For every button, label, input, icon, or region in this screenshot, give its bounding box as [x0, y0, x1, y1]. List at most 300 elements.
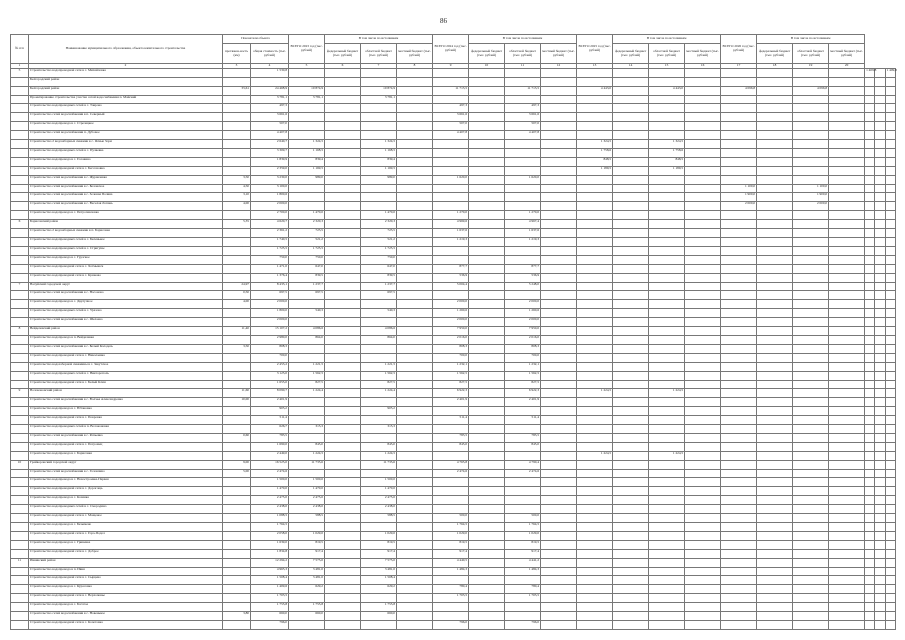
row-amount: 2 016,0: [505, 335, 541, 344]
row-amount: 819,5: [433, 540, 469, 549]
row-amount: 1 470,0: [289, 487, 325, 496]
row-object-name: Строительство водопроводной сети в с. Хотмыжск: [29, 264, 223, 273]
row-amount: [875, 549, 885, 558]
row-amount: [613, 407, 649, 416]
row-amount: [793, 309, 829, 318]
row-amount: [469, 131, 505, 140]
row-index: [11, 273, 29, 282]
row-amount: [325, 291, 361, 300]
row-amount: [875, 335, 885, 344]
row-index: [11, 362, 29, 371]
row-amount: [875, 487, 885, 496]
row-amount: 1 224,5: [649, 451, 685, 460]
table-row: [11, 211, 896, 220]
row-amount: [793, 612, 829, 621]
row-amount: [397, 496, 433, 505]
row-amount: 877,7: [505, 264, 541, 273]
row-amount: [865, 540, 875, 549]
row-amount: [685, 612, 721, 621]
row-amount: 1 224,5: [289, 451, 325, 460]
row-amount: [397, 416, 433, 425]
row-amount: [875, 175, 885, 184]
row-length: 5,35: [223, 220, 251, 229]
row-amount: 1 260,6: [433, 309, 469, 318]
row-amount: [829, 416, 865, 425]
row-amount: [469, 353, 505, 362]
header-loc: местный бюджет (тыс. рублей): [685, 44, 721, 64]
row-amount: [541, 487, 577, 496]
row-amount: [793, 478, 829, 487]
row-amount: 315,3: [361, 425, 397, 434]
row-amount: [865, 371, 875, 380]
row-amount: [433, 184, 469, 193]
row-amount: [469, 496, 505, 505]
row-object-name: Строительство сетей водоснабжения в с. Белый Колодезь: [29, 344, 223, 353]
row-amount: 783,5: [433, 433, 469, 442]
row-amount: [325, 148, 361, 157]
row-total-cost: 808,3: [251, 344, 289, 353]
row-index: [11, 238, 29, 247]
row-amount: [865, 603, 875, 612]
row-amount: [685, 620, 721, 629]
row-amount: [875, 362, 885, 371]
row-amount: 2 016,0: [433, 335, 469, 344]
row-amount: [829, 300, 865, 309]
row-amount: [829, 487, 865, 496]
row-amount: 629,2: [361, 585, 397, 594]
row-object-name: Строительство водопровода в с. Козинка: [29, 496, 223, 505]
row-amount: [685, 86, 721, 95]
row-amount: 7 950,0: [505, 327, 541, 336]
row-amount: [577, 567, 613, 576]
row-amount: [721, 523, 757, 532]
row-amount: [577, 95, 613, 104]
row-amount: [541, 193, 577, 202]
row-total-cost: 24 468,9: [251, 86, 289, 95]
row-amount: 7 575,0: [361, 558, 397, 567]
row-length: 11,40: [223, 327, 251, 336]
row-amount: [721, 291, 757, 300]
row-amount: [685, 558, 721, 567]
table-row: [11, 603, 896, 612]
table-row: [11, 425, 896, 434]
row-amount: [469, 540, 505, 549]
row-amount: [721, 514, 757, 523]
row-index: [11, 496, 29, 505]
row-amount: [829, 362, 865, 371]
row-object-name: Строительство водопровода в с. Двулучное: [29, 300, 223, 309]
row-amount: [469, 335, 505, 344]
row-amount: [397, 478, 433, 487]
row-amount: 796,0: [433, 620, 469, 629]
row-amount: [885, 122, 895, 131]
row-total-cost: 750,0: [251, 255, 289, 264]
row-amount: [541, 140, 577, 149]
row-amount: [865, 335, 875, 344]
column-number: 4: [251, 64, 289, 69]
row-amount: [649, 576, 685, 585]
row-length: 4,50: [223, 184, 251, 193]
row-amount: [433, 255, 469, 264]
row-amount: [685, 389, 721, 398]
row-length: [223, 113, 251, 122]
row-amount: [325, 104, 361, 113]
row-amount: [875, 220, 885, 229]
row-amount: [721, 166, 757, 175]
row-index: [11, 335, 29, 344]
row-amount: 6 922,3: [505, 389, 541, 398]
row-amount: [397, 335, 433, 344]
row-amount: [289, 353, 325, 362]
row-total-cost: 497,3: [251, 104, 289, 113]
row-amount: [325, 77, 361, 86]
row-object-name: Строительство сетей водоснабжения в с. Головчино: [29, 469, 223, 478]
row-length: 4,00: [223, 300, 251, 309]
row-amount: [685, 496, 721, 505]
row-amount: [325, 416, 361, 425]
row-index: [11, 371, 29, 380]
row-amount: 1 224,4: [289, 389, 325, 398]
row-index: [11, 451, 29, 460]
row-amount: [649, 344, 685, 353]
row-amount: 1 755,8: [361, 603, 397, 612]
row-amount: [757, 175, 793, 184]
row-amount: [829, 318, 865, 327]
row-object-name: Строительство водопровода в п. Ивня: [29, 567, 223, 576]
row-amount: [541, 496, 577, 505]
row-amount: [865, 327, 875, 336]
row-amount: 4 407,8: [433, 131, 469, 140]
row-object-name: Строительство сетей водоснабжения в п. Северный: [29, 113, 223, 122]
row-amount: [829, 567, 865, 576]
row-amount: 2 475,0: [289, 496, 325, 505]
row-amount: [721, 220, 757, 229]
row-amount: [469, 478, 505, 487]
row-index: [11, 255, 29, 264]
row-amount: [721, 309, 757, 318]
row-total-cost: 783,5: [251, 433, 289, 442]
table-row: [11, 433, 896, 442]
row-amount: [829, 282, 865, 291]
header-2026-sources: В том числе по источникам: [757, 35, 865, 44]
row-amount: 845,0: [289, 442, 325, 451]
row-amount: [577, 531, 613, 540]
row-amount: [885, 612, 895, 621]
header-loc: местный бюджет (тыс. рублей): [829, 44, 865, 64]
row-amount: [541, 95, 577, 104]
row-amount: 1 758,6: [649, 148, 685, 157]
row-amount: [793, 398, 829, 407]
row-amount: [875, 540, 885, 549]
row-amount: [649, 264, 685, 273]
row-index: [11, 398, 29, 407]
row-amount: [885, 193, 895, 202]
row-amount: [541, 531, 577, 540]
row-amount: [325, 442, 361, 451]
row-amount: 1 168,5: [289, 148, 325, 157]
row-amount: [793, 77, 829, 86]
row-total-cost: 626,7: [251, 425, 289, 434]
row-amount: [885, 238, 895, 247]
row-amount: [875, 389, 885, 398]
row-amount: [577, 335, 613, 344]
row-amount: [577, 460, 613, 469]
row-amount: [757, 131, 793, 140]
row-amount: [885, 255, 895, 264]
row-amount: [325, 211, 361, 220]
row-amount: [325, 122, 361, 131]
row-amount: [685, 300, 721, 309]
row-amount: 839,4: [361, 157, 397, 166]
row-amount: [721, 140, 757, 149]
row-amount: [885, 451, 895, 460]
row-amount: [469, 469, 505, 478]
row-index: 5: [11, 68, 29, 77]
row-amount: [541, 540, 577, 549]
row-amount: 4 790,4: [505, 460, 541, 469]
row-amount: 511,4: [433, 416, 469, 425]
row-amount: [289, 398, 325, 407]
row-amount: 11 735,6: [361, 460, 397, 469]
row-amount: [397, 567, 433, 576]
row-amount: [613, 558, 649, 567]
row-amount: 4 096,8: [721, 86, 757, 95]
row-amount: [613, 77, 649, 86]
row-amount: [541, 523, 577, 532]
row-amount: [875, 496, 885, 505]
row-length: [223, 273, 251, 282]
row-amount: [613, 148, 649, 157]
row-amount: [757, 371, 793, 380]
header-length: протяжен-ность (км): [223, 44, 251, 64]
row-amount: [397, 380, 433, 389]
row-amount: [469, 211, 505, 220]
row-amount: [325, 433, 361, 442]
column-number: 7: [361, 64, 397, 69]
row-amount: [469, 487, 505, 496]
row-amount: [865, 238, 875, 247]
row-amount: [757, 549, 793, 558]
row-amount: [649, 612, 685, 621]
table-row: [11, 585, 896, 594]
row-amount: [325, 487, 361, 496]
row-length: [223, 442, 251, 451]
row-amount: 1 725,5: [289, 246, 325, 255]
row-amount: [577, 469, 613, 478]
row-amount: [613, 585, 649, 594]
row-amount: 839,4: [289, 157, 325, 166]
row-amount: [577, 416, 613, 425]
row-amount: 1 470,0: [289, 211, 325, 220]
row-amount: [793, 353, 829, 362]
row-amount: 3 481,0: [289, 567, 325, 576]
row-amount: 1 508,4: [361, 576, 397, 585]
row-amount: [757, 104, 793, 113]
row-amount: [829, 478, 865, 487]
row-amount: [613, 193, 649, 202]
row-amount: [577, 620, 613, 629]
row-amount: [469, 122, 505, 131]
row-amount: [433, 246, 469, 255]
table-row: [11, 86, 896, 95]
row-index: [11, 487, 29, 496]
row-amount: [757, 220, 793, 229]
header-reg: областной бюджет (тыс. рублей): [649, 44, 685, 64]
row-amount: [875, 371, 885, 380]
row-amount: [469, 238, 505, 247]
row-total-cost: 3 100,0: [251, 184, 289, 193]
row-amount: [793, 451, 829, 460]
row-amount: [541, 558, 577, 567]
row-amount: [829, 389, 865, 398]
row-amount: [505, 148, 541, 157]
row-amount: [721, 122, 757, 131]
row-amount: 4 969,6: [433, 220, 469, 229]
row-amount: 1 470,0: [361, 487, 397, 496]
row-amount: [469, 300, 505, 309]
row-amount: [325, 282, 361, 291]
row-amount: [505, 496, 541, 505]
row-amount: [829, 291, 865, 300]
row-object-name: Строительство водопроводных сетей в с. Таврово: [29, 104, 223, 113]
row-amount: [885, 104, 895, 113]
row-amount: [613, 246, 649, 255]
row-amount: [433, 166, 469, 175]
row-amount: [757, 540, 793, 549]
row-object-name: Вейделевский район: [29, 327, 223, 336]
row-amount: [885, 496, 895, 505]
row-total-cost: 1 508,4: [251, 576, 289, 585]
row-amount: [325, 549, 361, 558]
row-amount: [649, 505, 685, 514]
row-amount: [757, 407, 793, 416]
row-amount: [793, 576, 829, 585]
row-amount: [721, 460, 757, 469]
row-amount: [865, 558, 875, 567]
row-amount: [685, 148, 721, 157]
row-amount: [289, 104, 325, 113]
row-amount: [685, 505, 721, 514]
row-amount: [469, 229, 505, 238]
row-amount: [829, 344, 865, 353]
row-amount: 845,0: [361, 442, 397, 451]
row-amount: [613, 238, 649, 247]
row-total-cost: 4 407,8: [251, 131, 289, 140]
row-amount: 1 189,5: [577, 166, 613, 175]
row-amount: [433, 140, 469, 149]
header-fed: федеральный бюджет (тыс. рублей): [469, 44, 505, 64]
row-amount: [721, 318, 757, 327]
row-amount: [325, 327, 361, 336]
row-total-cost: 1 690,0: [251, 442, 289, 451]
row-amount: [885, 273, 895, 282]
row-amount: [685, 523, 721, 532]
row-amount: [721, 531, 757, 540]
row-amount: [721, 300, 757, 309]
row-amount: [325, 531, 361, 540]
table-row: [11, 469, 896, 478]
row-object-name: Строительство водопровода в с. Грузское: [29, 255, 223, 264]
row-amount: 1 637,6: [505, 229, 541, 238]
row-amount: [685, 585, 721, 594]
row-amount: [649, 398, 685, 407]
row-amount: [865, 175, 875, 184]
row-amount: [793, 148, 829, 157]
row-amount: [793, 433, 829, 442]
row-amount: [885, 344, 895, 353]
row-amount: [325, 95, 361, 104]
row-amount: [721, 389, 757, 398]
row-amount: [325, 229, 361, 238]
row-amount: [685, 407, 721, 416]
header-cost: общая стоимость (тыс. рублей): [251, 44, 289, 64]
row-amount: [757, 246, 793, 255]
row-amount: [541, 104, 577, 113]
row-amount: [397, 273, 433, 282]
row-amount: 917,4: [505, 549, 541, 558]
row-amount: [397, 327, 433, 336]
table-row: [11, 371, 896, 380]
row-amount: [577, 558, 613, 567]
row-amount: [469, 140, 505, 149]
row-amount: [325, 362, 361, 371]
row-amount: [829, 68, 865, 77]
row-amount: [397, 246, 433, 255]
row-amount: [829, 175, 865, 184]
row-amount: [721, 594, 757, 603]
row-amount: 11 735,6: [289, 460, 325, 469]
row-amount: [793, 442, 829, 451]
row-total-cost: 3 125,0: [251, 371, 289, 380]
row-amount: 1 900,0: [721, 193, 757, 202]
row-index: [11, 140, 29, 149]
row-amount: [757, 514, 793, 523]
row-amount: [541, 309, 577, 318]
row-amount: [649, 318, 685, 327]
row-amount: [469, 220, 505, 229]
row-amount: 780,4: [505, 585, 541, 594]
row-amount: 1 270,0: [433, 211, 469, 220]
row-amount: [685, 202, 721, 211]
row-amount: [433, 193, 469, 202]
row-amount: [613, 451, 649, 460]
row-amount: [875, 469, 885, 478]
row-amount: [541, 327, 577, 336]
row-object-name: Строительство водопроводной сети в с. Белый Клин: [29, 380, 223, 389]
row-amount: [721, 549, 757, 558]
row-amount: [685, 603, 721, 612]
row-object-name: Строительство сетей водоснабжения в с. Новенькое: [29, 612, 223, 621]
row-length: 10,00: [223, 398, 251, 407]
row-amount: 2 475,0: [361, 496, 397, 505]
row-amount: [649, 309, 685, 318]
row-amount: 4 441,2: [505, 558, 541, 567]
row-amount: [885, 371, 895, 380]
row-amount: [469, 585, 505, 594]
row-total-cost: 1 639,0: [251, 540, 289, 549]
row-amount: [577, 184, 613, 193]
row-amount: [325, 371, 361, 380]
column-number: 18: [757, 64, 793, 69]
row-object-name: Строительство водопровода в с. Петропавловка: [29, 211, 223, 220]
row-total-cost: 2 474,6: [251, 469, 289, 478]
table-row: [11, 335, 896, 344]
row-amount: [721, 425, 757, 434]
row-amount: [541, 505, 577, 514]
row-amount: [685, 353, 721, 362]
row-amount: [577, 273, 613, 282]
row-amount: [757, 442, 793, 451]
